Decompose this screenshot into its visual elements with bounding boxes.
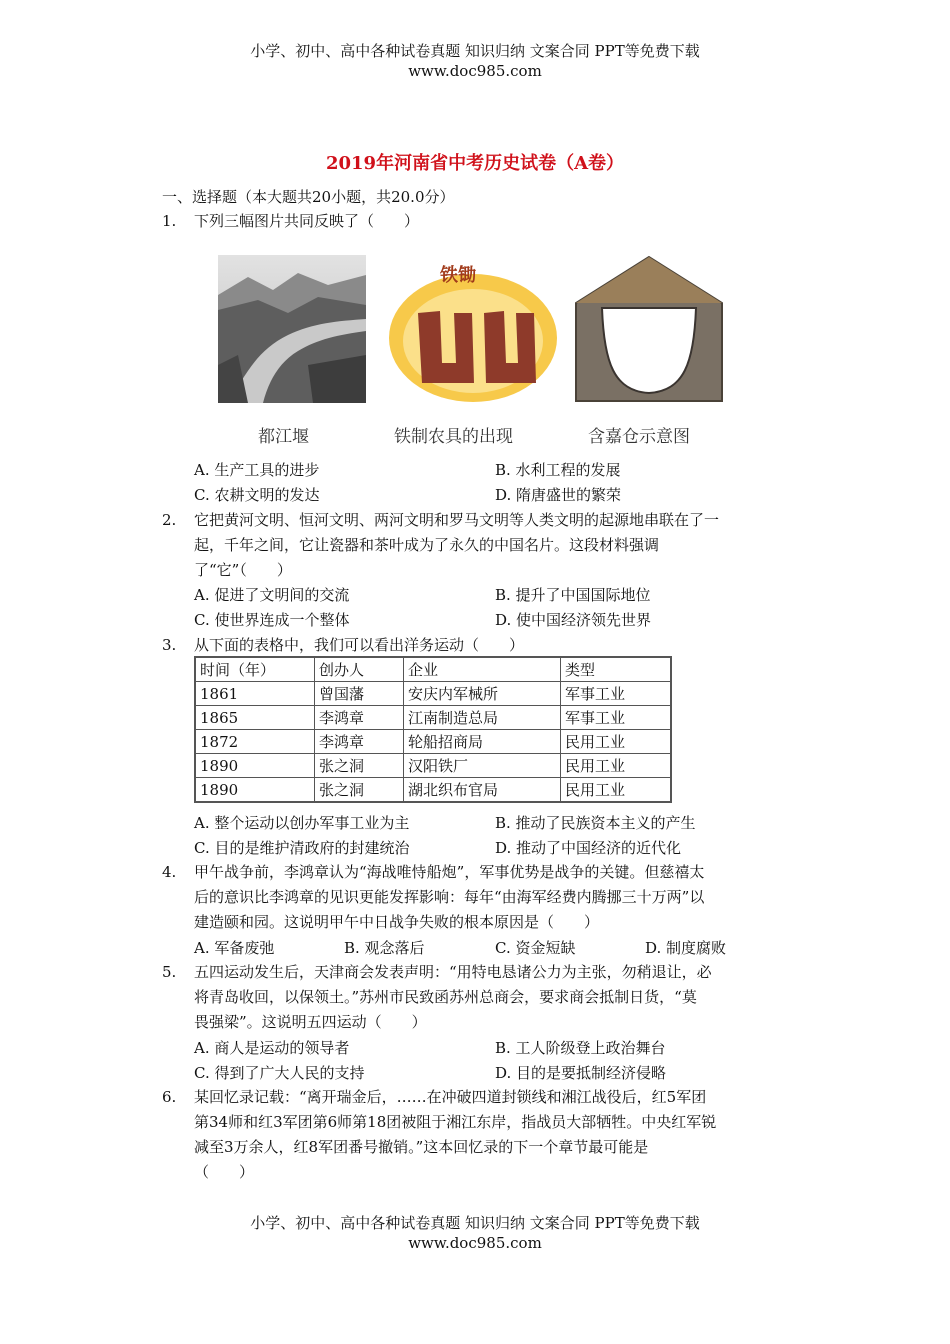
option-b[interactable]: B. 工人阶级登上政治舞台 (495, 1039, 666, 1057)
page-header-url: www.doc985.com (408, 62, 542, 80)
question-text-line: 起，千年之间，它让瓷器和茶叶成为了永久的中国名片。这段材料强调 (194, 536, 660, 554)
table-cell: 1861 (195, 682, 315, 706)
question-1-figures (218, 255, 738, 445)
table-cell: 1890 (195, 754, 315, 778)
option-a[interactable]: A. 军备废弛 (194, 939, 275, 957)
exam-title: 2019年河南省中考历史试卷（A卷） (325, 153, 625, 174)
table-row (195, 730, 671, 754)
table-row (195, 682, 671, 706)
question-text-line: 甲午战争前，李鸿章认为“海战唯恃船炮”，军事优势是战争的关键。但慈禧太 (194, 863, 705, 881)
figure-caption: 含嘉仓示意图 (588, 427, 690, 447)
table-cell: 轮船招商局 (404, 730, 561, 754)
question-number: 1. (162, 212, 177, 230)
option-c[interactable]: C. 目的是维护清政府的封建统治 (194, 839, 410, 857)
question-1 (162, 209, 792, 234)
option-c[interactable]: C. 资金短缺 (495, 939, 576, 957)
question-text-line: 将青岛收回，以保领土。”苏州市民致函苏州总商会，要求商会抵制日货，“莫 (194, 988, 697, 1006)
table-cell: 军事工业 (561, 682, 672, 706)
table-cell: 1865 (195, 706, 315, 730)
option-d[interactable]: D. 推动了中国经济的近代化 (495, 839, 682, 857)
table-cell: 1872 (195, 730, 315, 754)
option-d[interactable]: D. 隋唐盛世的繁荣 (495, 486, 622, 504)
question-text-line: 了“它”（ ） (194, 561, 292, 579)
westernization-table (194, 656, 672, 803)
option-b[interactable]: B. 观念落后 (344, 939, 425, 957)
question-text-line: 建造颐和园。这说明甲午中日战争失败的根本原因是（ ） (194, 913, 600, 931)
question-text: 下列三幅图片共同反映了（ ） (194, 212, 420, 230)
table-cell: 1890 (195, 778, 315, 803)
question-text-line: 五四运动发生后，天津商会发表声明：“用特电恳诸公力为主张，勿稍退让，必 (194, 963, 712, 981)
question-text-line: 畏强梁”。这说明五四运动（ ） (194, 1013, 427, 1031)
option-a[interactable]: A. 商人是运动的领导者 (194, 1039, 350, 1057)
table-cell: 曾国藩 (315, 682, 404, 706)
option-b[interactable]: B. 推动了民族资本主义的产生 (495, 814, 696, 832)
table-header-cell: 企业 (404, 657, 561, 682)
option-d[interactable]: D. 使中国经济领先世界 (495, 611, 652, 629)
question-number: 2. (162, 511, 177, 529)
question-number: 5. (162, 963, 177, 981)
option-c[interactable]: C. 得到了广大人民的支持 (194, 1064, 365, 1082)
question-number: 4. (162, 863, 177, 881)
page-footer-url: www.doc985.com (408, 1234, 542, 1252)
question-5 (162, 960, 792, 1035)
table-row (195, 706, 671, 730)
question-6 (162, 1085, 792, 1185)
dujiangyan-photo (218, 255, 366, 403)
option-a[interactable]: A. 促进了文明间的交流 (194, 586, 350, 604)
table-row (195, 754, 671, 778)
table-cell: 军事工业 (561, 706, 672, 730)
iron-hoe-illustration (388, 253, 558, 403)
option-c[interactable]: C. 使世界连成一个整体 (194, 611, 350, 629)
table-cell: 李鸿章 (315, 706, 404, 730)
section-heading: 一、选择题（本大题共20小题，共20.0分） (162, 188, 455, 206)
table-cell: 民用工业 (561, 754, 672, 778)
figure-caption: 都江堰 (258, 427, 309, 447)
granary-diagram (574, 253, 724, 403)
question-text-line: 减至3万余人，红8军团番号撤销。”这本回忆录的下一个章节最可能是 (194, 1138, 649, 1156)
table-header-cell: 创办人 (315, 657, 404, 682)
table-header-row (195, 657, 671, 682)
table-header-cell: 时间（年） (195, 657, 315, 682)
table-cell: 民用工业 (561, 778, 672, 803)
question-text-line: 第34师和红3军团第6师第18团被阻于湘江东岸，指战员大部牺牲。中央红军锐 (194, 1113, 717, 1131)
table-cell: 安庆内军械所 (404, 682, 561, 706)
question-number: 6. (162, 1088, 177, 1106)
option-d[interactable]: D. 制度腐败 (645, 939, 727, 957)
option-b[interactable]: B. 提升了中国国际地位 (495, 586, 651, 604)
question-text-line: 某回忆录记载：“离开瑞金后，……在冲破四道封锁线和湘江战役后，红5军团 (194, 1088, 707, 1106)
table-cell: 张之洞 (315, 778, 404, 803)
option-a[interactable]: A. 整个运动以创办军事工业为主 (194, 814, 410, 832)
table-cell: 李鸿章 (315, 730, 404, 754)
table-cell: 江南制造总局 (404, 706, 561, 730)
option-a[interactable]: A. 生产工具的进步 (194, 461, 320, 479)
table-row (195, 778, 671, 803)
question-text-line: （ ） (194, 1163, 255, 1181)
option-b[interactable]: B. 水利工程的发展 (495, 461, 621, 479)
question-number: 3. (162, 636, 177, 654)
iron-hoe-label: 铁锄 (440, 265, 476, 286)
page-header-line1: 小学、初中、高中各种试卷真题 知识归纳 文案合同 PPT等免费下载 (250, 42, 700, 60)
question-2 (162, 508, 792, 583)
question-4 (162, 860, 792, 935)
table-cell: 民用工业 (561, 730, 672, 754)
page-footer-line1: 小学、初中、高中各种试卷真题 知识归纳 文案合同 PPT等免费下载 (250, 1214, 700, 1232)
option-c[interactable]: C. 农耕文明的发达 (194, 486, 320, 504)
option-d[interactable]: D. 目的是要抵制经济侵略 (495, 1064, 667, 1082)
table-cell: 张之洞 (315, 754, 404, 778)
question-text-line: 它把黄河文明、恒河文明、两河文明和罗马文明等人类文明的起源地串联在了一 (194, 511, 720, 529)
figure-caption: 铁制农具的出现 (394, 427, 513, 447)
table-header-cell: 类型 (561, 657, 672, 682)
table-cell: 汉阳铁厂 (404, 754, 561, 778)
table-cell: 湖北织布官局 (404, 778, 561, 803)
question-text-line: 后的意识比李鸿章的见识更能发挥影响：每年“由海军经费内腾挪三十万两”以 (194, 888, 705, 906)
question-3 (162, 633, 792, 658)
question-text: 从下面的表格中，我们可以看出洋务运动（ ） (194, 636, 525, 654)
